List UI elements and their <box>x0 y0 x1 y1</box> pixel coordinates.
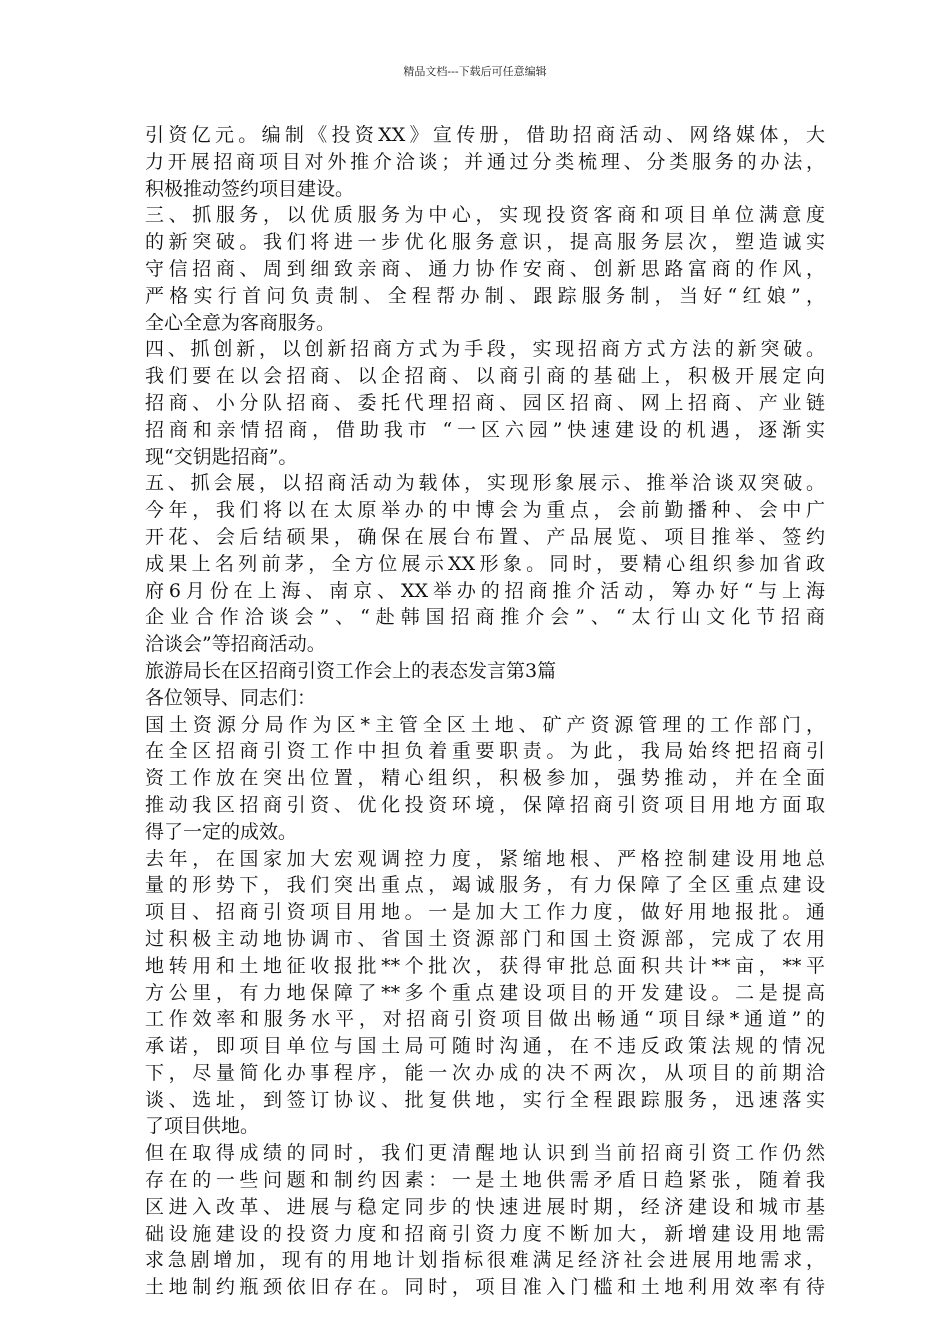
text-line: 引资亿元。编制《投资XX》宣传册，借助招商活动、网络媒体，大 <box>145 124 825 146</box>
text-line: 资工作放在突出位置，精心组织，积极参加，强势推动，并在全面 <box>145 767 825 790</box>
text-line: 洽谈会”等招商活动。 <box>145 633 326 656</box>
text-line: 五、抓会展，以招商活动为载体，实现形象展示、推举洽谈双突破。 <box>145 472 825 495</box>
text-line: 的新突破。我们将进一步优化服务意识，提高服务层次，塑造诚实 <box>145 231 825 254</box>
text-line: 招商、小分队招商、委托代理招商、园区招商、网上招商、产业链 <box>145 391 825 414</box>
text-line: 量的形势下，我们突出重点，竭诚服务，有力保障了全区重点建设 <box>145 874 825 897</box>
text-line: 国土资源分局作为区*主管全区土地、矿产资源管理的工作部门， <box>145 713 825 736</box>
text-line: 全心全意为客商服务。 <box>145 311 336 334</box>
text-line: 得了一定的成效。 <box>145 820 298 843</box>
text-line: 推动我区招商引资、优化投资环境，保障招商引资项目用地方面取 <box>145 793 825 816</box>
text-line: 土地制约瓶颈依旧存在。同时，项目准入门槛和土地利用效率有待 <box>145 1276 825 1299</box>
text-line: 项目、招商引资项目用地。一是加大工作力度，做好用地报批。通 <box>145 901 825 924</box>
text-line: 在全区招商引资工作中担负着重要职责。为此，我局始终把招商引 <box>145 740 825 763</box>
text-line: 招商和亲情招商，借助我市 “一区六园”快速建设的机遇，逐渐实 <box>145 418 825 441</box>
text-line: 各位领导、同志们： <box>145 686 317 709</box>
text-line: 过积极主动地协调市、省国土资源部门和国土资源部，完成了农用 <box>145 927 825 950</box>
document-body <box>145 122 825 1301</box>
text-line: 旅游局长在区招商引资工作会上的表态发言第3篇 <box>145 659 557 682</box>
text-line: 府6月份在上海、南京、XX举办的招商推介活动，筹办好“与上海 <box>145 579 825 602</box>
text-line: 求急剧增加，现有的用地计划指标很难满足经济社会进展用地需求， <box>145 1249 825 1272</box>
text-line: 方公里，有力地保障了**多个重点建设项目的开发建设。二是提高 <box>145 981 825 1004</box>
text-line: 但在取得成绩的同时，我们更清醒地认识到当前招商引资工作仍然 <box>145 1142 825 1165</box>
text-line: 了项目供地。 <box>145 1115 260 1138</box>
text-line: 成果上名列前茅，全方位展示XX形象。同时，要精心组织参加省政 <box>145 552 825 575</box>
text-line: 承诺，即项目单位与国土局可随时沟通，在不违反政策法规的情况 <box>145 1035 825 1058</box>
text-line: 现“交钥匙招商”。 <box>145 445 298 468</box>
text-line: 守信招商、周到细致亲商、通力协作安商、创新思路富商的作风， <box>145 257 825 280</box>
text-line: 严格实行首问负责制、全程帮办制、跟踪服务制，当好“红娘”， <box>145 284 825 307</box>
text-line: 开花、会后结硕果，确保在展台布置、产品展览、项目推举、签约 <box>145 525 825 548</box>
text-line: 谈、选址，到签订协议、批复供地，实行全程跟踪服务，迅速落实 <box>145 1088 825 1111</box>
text-line: 今年，我们将以在太原举办的中博会为重点，会前勤播种、会中广 <box>145 499 825 522</box>
text-line: 去年，在国家加大宏观调控力度，紧缩地根、严格控制建设用地总 <box>145 847 825 870</box>
text-line: 工作效率和服务水平，对招商引资项目做出畅通“项目绿*通道”的 <box>145 1008 825 1031</box>
text-line: 积极推动签约项目建设。 <box>145 177 355 200</box>
text-line: 三、抓服务，以优质服务为中心，实现投资客商和项目单位满意度 <box>145 204 825 227</box>
text-line: 础设施建设的投资力度和招商引资力度不断加大，新增建设用地需 <box>145 1222 825 1245</box>
page-header: 精品文档---下载后可任意编辑 <box>403 65 547 78</box>
text-line: 下，尽量简化办事程序，能一次办成的决不两次，从项目的前期洽 <box>145 1061 825 1084</box>
text-line: 我们要在以会招商、以企招商、以商引商的基础上，积极开展定向 <box>145 365 825 388</box>
text-line: 力开展招商项目对外推介洽谈；并通过分类梳理、分类服务的办法， <box>145 150 825 173</box>
text-line: 企业合作洽谈会”、“赴韩国招商推介会”、“太行山文化节招商 <box>145 606 825 629</box>
text-line: 四、抓创新，以创新招商方式为手段，实现招商方式方法的新突破。 <box>145 338 825 361</box>
text-line: 存在的一些问题和制约因素：一是土地供需矛盾日趋紧张，随着我 <box>145 1169 825 1192</box>
text-line: 地转用和土地征收报批**个批次，获得审批总面积共计**亩，**平 <box>145 954 825 977</box>
text-line: 区进入改革、进展与稳定同步的快速进展时期，经济建设和城市基 <box>145 1195 825 1218</box>
